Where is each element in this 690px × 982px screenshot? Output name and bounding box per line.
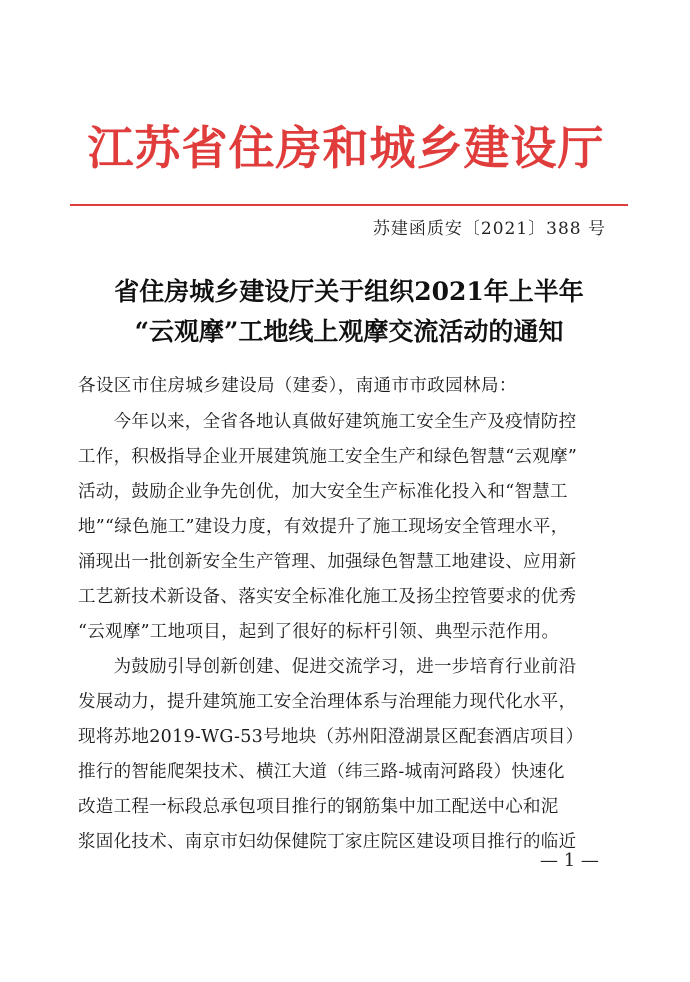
notice-title-line-2: “云观摩”工地线上观摩交流活动的通知 [134, 317, 564, 346]
paragraph-1-line: 今年以来，全省各地认真做好建筑施工安全生产及疫情防控 [78, 412, 577, 432]
red-divider-line [70, 204, 628, 206]
paragraph-2-line: 推行的智能爬架技术、横江大道（纬三路-城南河路段）快速化 [78, 762, 565, 782]
paragraph-1-line: “云观摩”工地项目，起到了很好的标杆引领、典型示范作用。 [78, 622, 560, 642]
paragraph-2-line: 发展动力，提升建筑施工安全治理体系与治理能力现代化水平， [78, 692, 577, 712]
paragraph-1-line: 涌现出一批创新安全生产管理、加强绿色智慧工地建设、应用新 [78, 552, 577, 572]
paragraph-2-line: 浆固化技术、南京市妇幼保健院丁家庄院区建设项目推行的临近 [78, 832, 577, 852]
paragraph-1-line: 工艺新技术新设备、落实安全标准化施工及扬尘控管要求的优秀 [78, 587, 577, 607]
paragraph-2-line: 改造工程一标段总承包项目推行的钢筋集中加工配送中心和泥 [78, 797, 559, 817]
paragraph-1-line: 活动，鼓励企业争先创优，加大安全生产标准化投入和“智慧工 [78, 482, 568, 502]
paragraph-1-line: 地”“绿色施工”建设力度，有效提升了施工现场安全管理水平， [78, 517, 569, 537]
paragraph-2-line: 现将苏地2019-WG-53号地块（苏州阳澄湖景区配套酒店项目） [78, 727, 584, 747]
issuing-authority-title: 江苏省住房和城乡建设厅 [87, 121, 605, 175]
paragraph-2-line: 为鼓励引导创新创建、促进交流学习，进一步培育行业前沿 [78, 657, 577, 677]
document-number: 苏建函质安〔2021〕388 号 [372, 219, 606, 239]
paragraph-1-line: 工作，积极指导企业开展建筑施工安全生产和绿色智慧“云观摩” [78, 447, 578, 467]
recipient-line: 各设区市住房城乡建设局（建委），南通市市政园林局： [78, 376, 517, 396]
page-number: — 1 — [540, 850, 599, 871]
notice-title-line-1: 省住房城乡建设厅关于组织2021年上半年 [114, 277, 584, 306]
